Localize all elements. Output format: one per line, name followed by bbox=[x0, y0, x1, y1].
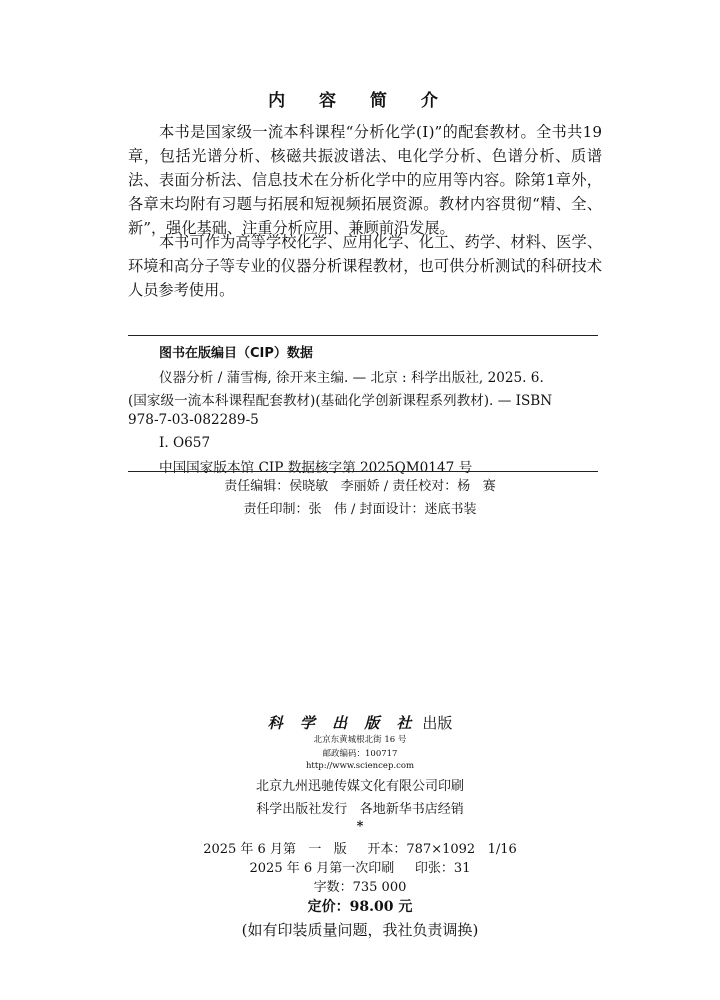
publisher-address: 北京东黄城根北街 16 号 bbox=[313, 735, 407, 745]
credits-line-1: 责任编辑：侯晓敏 李丽娇 / 责任校对：杨 赛 bbox=[224, 479, 496, 494]
cip-line-4: Ⅰ. O657 bbox=[159, 435, 211, 451]
publisher-line bbox=[0, 712, 720, 733]
publisher-suffix: 出版 bbox=[422, 714, 453, 732]
cip-bottom-rule bbox=[128, 471, 598, 472]
quality-note: (如有印装质量问题，我社负责调换) bbox=[241, 921, 479, 939]
publisher-postcode: 邮政编码：100717 bbox=[322, 749, 398, 759]
cip-top-rule bbox=[128, 335, 598, 336]
cip-line-1: 仪器分析 / 蒲雪梅, 徐开来主编. — 北京 : 科学出版社, 2025. 6. bbox=[159, 370, 544, 386]
publisher-website: http://www.sciencep.com bbox=[305, 761, 415, 771]
printer-info: 北京九州迅驰传媒文化有限公司印刷 bbox=[255, 779, 464, 794]
intro-paragraph-2 bbox=[128, 230, 602, 302]
credits-line-2: 责任印制：张 伟 / 封面设计：迷底书装 bbox=[243, 502, 477, 517]
cip-line-2: (国家级一流本科课程配套教材)(基础化学创新课程系列教材). — ISBN bbox=[128, 393, 553, 409]
printing-info: 2025 年 6 月第一次印刷 印张：31 bbox=[249, 861, 471, 876]
word-count: 字数：735 000 bbox=[313, 880, 407, 895]
intro-text-2: 本书可作为高等学校化学、应用化学、化工、药学、材料、医学、环境和高分子等专业的仪器分析课程教材，也可供分析测试的科研技术人员参考使用。 bbox=[128, 233, 602, 299]
cip-heading: 图书在版编目（CIP）数据 bbox=[159, 346, 313, 361]
distribution-info: 科学出版社发行 各地新华书店经销 bbox=[256, 802, 464, 817]
page-title: 内 容 简 介 bbox=[268, 91, 452, 111]
cip-line-3: 978-7-03-082289-5 bbox=[128, 412, 259, 428]
cip-line-5: 中国国家版本馆 CIP 数据核字第 2025QM0147 号 bbox=[159, 460, 473, 476]
intro-text-1: 本书是国家级一流本科课程“分析化学(Ⅰ)”的配套教材。全书共19章，包括光谱分析、核磁共振波谱法、电化学分析、色谱分析、质谱法、表面分析法、信息技术在分析化学中的应用等内容。除第1章外，各章末均附有习题与拓展和短视频拓展资源。教材内容贯彻“精、全、新”，强化基础、注重分析应用、兼顾前沿发展。 bbox=[128, 123, 602, 237]
publisher-logo: 科 学 出 版 社 bbox=[267, 714, 418, 732]
intro-paragraph-1 bbox=[128, 120, 602, 240]
separator-star: * bbox=[356, 819, 364, 834]
price: 定价：98.00 元 bbox=[307, 899, 413, 915]
edition-info: 2025 年 6 月第 一 版 开本：787×1092 1/16 bbox=[203, 842, 517, 857]
